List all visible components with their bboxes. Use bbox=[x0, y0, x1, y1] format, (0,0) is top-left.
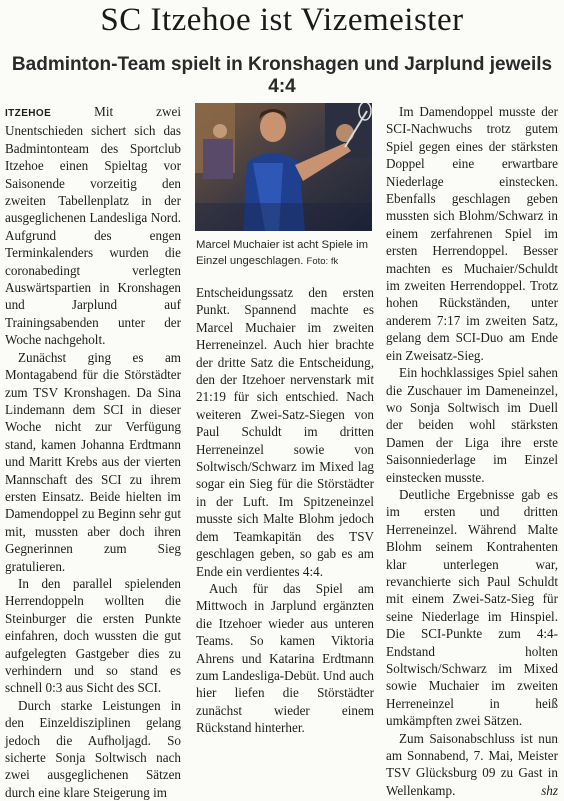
paragraph: Auch für das Spiel am Mittwoch in Jarplund ergänzten die Itzehoer wieder aus unteren Teams. So kamen Viktoria Ahrens und Katarina Erdtmann zum Landesliga-Debüt. Und auch hier liefen die Störstädter zunächst wieder einem Rückstand hinterher. bbox=[196, 580, 374, 736]
paragraph bbox=[386, 730, 558, 800]
headline: SC Itzehoe ist Vizemeister bbox=[100, 2, 464, 38]
paragraph bbox=[5, 103, 181, 349]
paragraph-text: Mit zwei Unentschieden sichert sich das Badmintonteam des Sportclub Itzehoe einen Spieltag vor Saisonende vorzeitig den zweiten Tabellenplatz in der ausgeglichenen Landesliga Nord. Aufgrund des engen Terminkalenders wurden die coronabedingt verlegten Auswärtspartien in Kronshagen und Jarplund auf Trainingsabenden unter der Woche nachgeholt. bbox=[5, 104, 181, 348]
column-1 bbox=[5, 103, 181, 801]
photo-credit: Foto: fk bbox=[306, 256, 339, 267]
paragraph: In den parallel spielenden Herrendoppeln wollten die Steinburger die ersten Punkte einfahren, doch wussten die gut aufgelegten Gastgeber dies zu verhindern und so stand es schnell 0:3 aus Sicht des SCI. bbox=[5, 575, 181, 696]
paragraph-text: Zum Saisonabschluss ist nun am Sonnabend, 7. Mai, Meister TSV Glücksburg 09 zu Gast in Wellenkamp. bbox=[386, 730, 558, 798]
caption-text: Marcel Muchaier ist acht Spiele im Einzel ungeschlagen. bbox=[196, 239, 369, 267]
author-signature: shz bbox=[541, 782, 558, 798]
paragraph: Durch starke Leistungen in den Einzeldisziplinen gelang jedoch die Aufholjagd. So sicherte Sonja Soltwisch nach zwei ausgeglichenen Sätzen durch eine klare Steigerung im bbox=[5, 697, 181, 800]
paragraph: Deutliche Ergebnisse gab es im ersten und dritten Herreneinzel. Während Malte Blohm seinem Kontrahenten klar unterlegen war, revanchierte sich Paul Schuldt mit einem Zwei-Satz-Sieg für seine Niederlage im Hinspiel. Die SCI-Punkte zum 4:4-Endstand holten Soltwisch/Schwarz im Mixed sowie Muchaier im zweiten Herreneinzel in heiß umkämpften zwei Sätzen. bbox=[386, 486, 558, 729]
article-photo bbox=[195, 103, 372, 231]
column-2 bbox=[196, 284, 374, 737]
photo-caption bbox=[196, 237, 374, 270]
paragraph: Entscheidungssatz den ersten Punkt. Spannend machte es Marcel Muchaier im zweiten Herreneinzel. Auch hier brachte der dritte Satz die Entscheidung, den der Itzehoer nervenstark mit 21:19 für sich entschied. Nach weiteren Zwei-Satz-Siegen von Paul Schuldt im dritten Herreneinzel sowie von Soltwisch/Schwarz im Mixed lag sogar ein Sieg für die Störstädter in der Luft. Im Spitzeneinzel musste sich Malte Blohm jedoch dem Teamkapitän des TSV geschlagen geben, so gab es am Ende ein verdientes 4:4. bbox=[196, 285, 374, 579]
paragraph: Zunächst ging es am Montagabend für die Störstädter zum TSV Kronshagen. Da Sina Lindemann dem SCI in dieser Woche nicht zur Verfügung stand, kamen Johanna Erdtmann und Maritt Krebs aus der vierten Mannschaft des SCI zu ihrem ersten Einsatz. Beide hielten im Damendoppel zu Beginn sehr gut mit, mussten aber doch ihren Gegnerinnen zum Sieg gratulieren. bbox=[5, 349, 181, 574]
subheadline: Badminton-Team spielt in Kronshagen und Jarplund jeweils 4:4 bbox=[11, 54, 553, 97]
paragraph: Ein hochklassiges Spiel sahen die Zuschauer im Dameneinzel, wo Sonja Soltwisch im Duell der beiden wohl stärksten Damen der Liga ihre erste Saisonniederlage im Einzel einstecken musste. bbox=[386, 365, 558, 485]
dateline: ITZEHOE bbox=[5, 108, 52, 119]
badminton-player-photo bbox=[195, 103, 372, 231]
paragraph: Im Damendoppel musste der SCI-Nachwuchs trotz gutem Spiel gegen eines der stärksten Doppel eine erwartbare Niederlage einstecken. Ebenfalls geschlagen geben mussten sich Blohm/Schwarz in einem zerfahrenen Spiel im ersten Herrendoppel. Besser machten es Muchaier/Schuldt im zweiten Herrendoppel. Trotz hohen Rückständen, unter anderem 7:17 im zweiten Satz, gelang dem SCI-Duo am Ende ein Zweisatz-Sieg. bbox=[386, 104, 558, 363]
column-3 bbox=[386, 103, 558, 799]
